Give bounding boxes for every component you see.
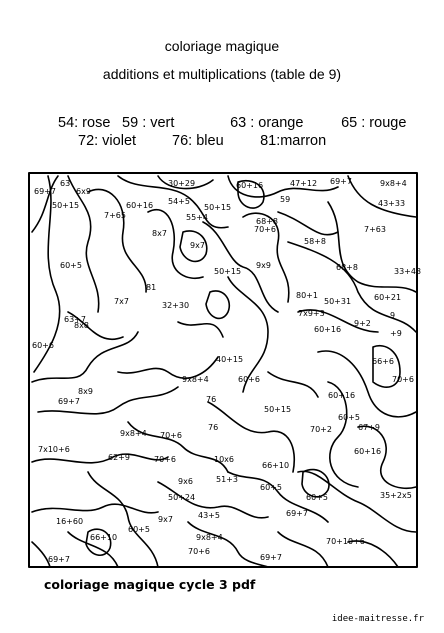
- puzzle-label: 67+9: [358, 423, 380, 432]
- puzzle-label: 68+8: [336, 263, 358, 272]
- puzzle-label: 60+16: [236, 181, 264, 190]
- puzzle-label: 9x8+4: [196, 533, 223, 542]
- puzzle-label: 9: [390, 311, 396, 320]
- puzzle-label: 32+30: [162, 301, 190, 310]
- puzzle-label: 40+15: [216, 355, 244, 364]
- puzzle-label: 68+8: [256, 217, 278, 226]
- puzzle-label: 60+5: [338, 413, 360, 422]
- puzzle-label: +9: [390, 329, 402, 338]
- puzzle-label: 66+10: [262, 461, 290, 470]
- puzzle-label: 33+43: [394, 267, 422, 276]
- puzzle-label: 70+10+6: [326, 537, 365, 546]
- puzzle-label: 9x8+4: [182, 375, 209, 384]
- puzzle-label: 50+15: [214, 267, 242, 276]
- puzzle-label: 8x9: [78, 387, 93, 396]
- puzzle-label: 9x7: [190, 241, 205, 250]
- puzzle-label: 9x8+4: [380, 179, 407, 188]
- puzzle-label: 50+24: [168, 493, 196, 502]
- legend-entry-marron: 81:marron: [260, 133, 327, 149]
- puzzle-label: 55+4: [186, 213, 208, 222]
- puzzle-label: 60+6: [238, 375, 260, 384]
- puzzle-label: 60+16: [314, 325, 342, 334]
- puzzle-label: 66+10: [90, 533, 118, 542]
- puzzle-label: 8x7: [152, 229, 167, 238]
- puzzle-label: 66+6: [372, 357, 394, 366]
- puzzle-label: 7x10+6: [38, 445, 70, 454]
- puzzle-label: 7+63: [364, 225, 386, 234]
- puzzle-label: 50+31: [324, 297, 352, 306]
- legend-entry-vert: 59 : vert: [122, 115, 175, 131]
- puzzle-label: 43+5: [198, 511, 220, 520]
- puzzle-label: 60+16: [354, 447, 382, 456]
- puzzle-label: 7x9+3: [298, 309, 325, 318]
- puzzle-label: 76: [208, 423, 219, 432]
- puzzle-label: 70+6: [254, 225, 276, 234]
- puzzle-label: 63+7: [64, 315, 86, 324]
- puzzle-label: 62+9: [108, 453, 130, 462]
- puzzle-label: 50+15: [204, 203, 232, 212]
- puzzle-label: 60+16: [126, 201, 154, 210]
- legend-entry-bleu: 76: bleu: [172, 133, 224, 149]
- puzzle-label: 69+7: [58, 397, 80, 406]
- puzzle-label: 9x8+4: [120, 429, 147, 438]
- source-watermark: idee-maitresse.fr: [331, 614, 424, 624]
- page-title: coloriage magique: [164, 38, 280, 54]
- puzzle-label: 50+15: [52, 201, 80, 210]
- puzzle-label: 7+65: [104, 211, 126, 220]
- legend-entry-rose: 54: rose: [58, 115, 111, 131]
- puzzle-label: 9x9: [256, 261, 271, 270]
- legend-entry-rouge: 65 : rouge: [341, 115, 407, 131]
- puzzle-label: 51+3: [216, 475, 238, 484]
- color-legend-row-1: [58, 115, 406, 131]
- puzzle-label: 60+5: [60, 261, 82, 270]
- puzzle-label: 69+7: [48, 555, 70, 564]
- puzzle-label: 43+33: [378, 199, 406, 208]
- puzzle-label: 60+5: [128, 525, 150, 534]
- puzzle-label: 81: [146, 283, 157, 292]
- puzzle-label: 35+2x5: [380, 491, 412, 500]
- puzzle-label: 60+5: [260, 483, 282, 492]
- puzzle-label: 8x8: [74, 321, 89, 330]
- puzzle-label: 54+5: [168, 197, 190, 206]
- legend-entry-violet: 72: violet: [78, 133, 137, 149]
- puzzle-label: 80+1: [296, 291, 318, 300]
- puzzle-label: 70+2: [310, 425, 332, 434]
- puzzle-label: 69+7: [286, 509, 308, 518]
- puzzle-label: 69+7: [260, 553, 282, 562]
- puzzle-label: 69+7: [34, 187, 56, 196]
- puzzle-label: 70+6: [160, 431, 182, 440]
- coloring-puzzle: [28, 172, 422, 568]
- puzzle-label: 6x9: [76, 187, 91, 196]
- page-subtitle: additions et multiplications (table de 9): [102, 66, 342, 82]
- legend-entry-orange: 63 : orange: [230, 115, 304, 131]
- puzzle-label: 10x6: [214, 455, 235, 464]
- puzzle-label: 70+6: [392, 375, 414, 384]
- puzzle-label: 76: [206, 395, 217, 404]
- puzzle-label: 9+2: [354, 319, 371, 328]
- puzzle-label: 58+8: [304, 237, 326, 246]
- puzzle-label: 70+6: [154, 455, 176, 464]
- puzzle-label: 60+21: [374, 293, 402, 302]
- puzzle-label: 60+5: [306, 493, 328, 502]
- puzzle-label: 60+6: [32, 341, 54, 350]
- puzzle-label: 69+7: [330, 177, 352, 186]
- puzzle-label: 16+60: [56, 517, 84, 526]
- puzzle-label: 30+29: [168, 179, 196, 188]
- color-legend-row-2: [78, 133, 326, 149]
- puzzle-label: 59: [280, 195, 291, 204]
- puzzle-label: 9x6: [178, 477, 193, 486]
- puzzle-label: 47+12: [290, 179, 318, 188]
- puzzle-label: 70+6: [188, 547, 210, 556]
- caption: coloriage magique cycle 3 pdf: [44, 577, 256, 592]
- puzzle-label: 63: [60, 179, 71, 188]
- puzzle-label: 50+15: [264, 405, 292, 414]
- puzzle-label: 9x7: [158, 515, 173, 524]
- puzzle-label: 60+16: [328, 391, 356, 400]
- puzzle-label: 7x7: [114, 297, 129, 306]
